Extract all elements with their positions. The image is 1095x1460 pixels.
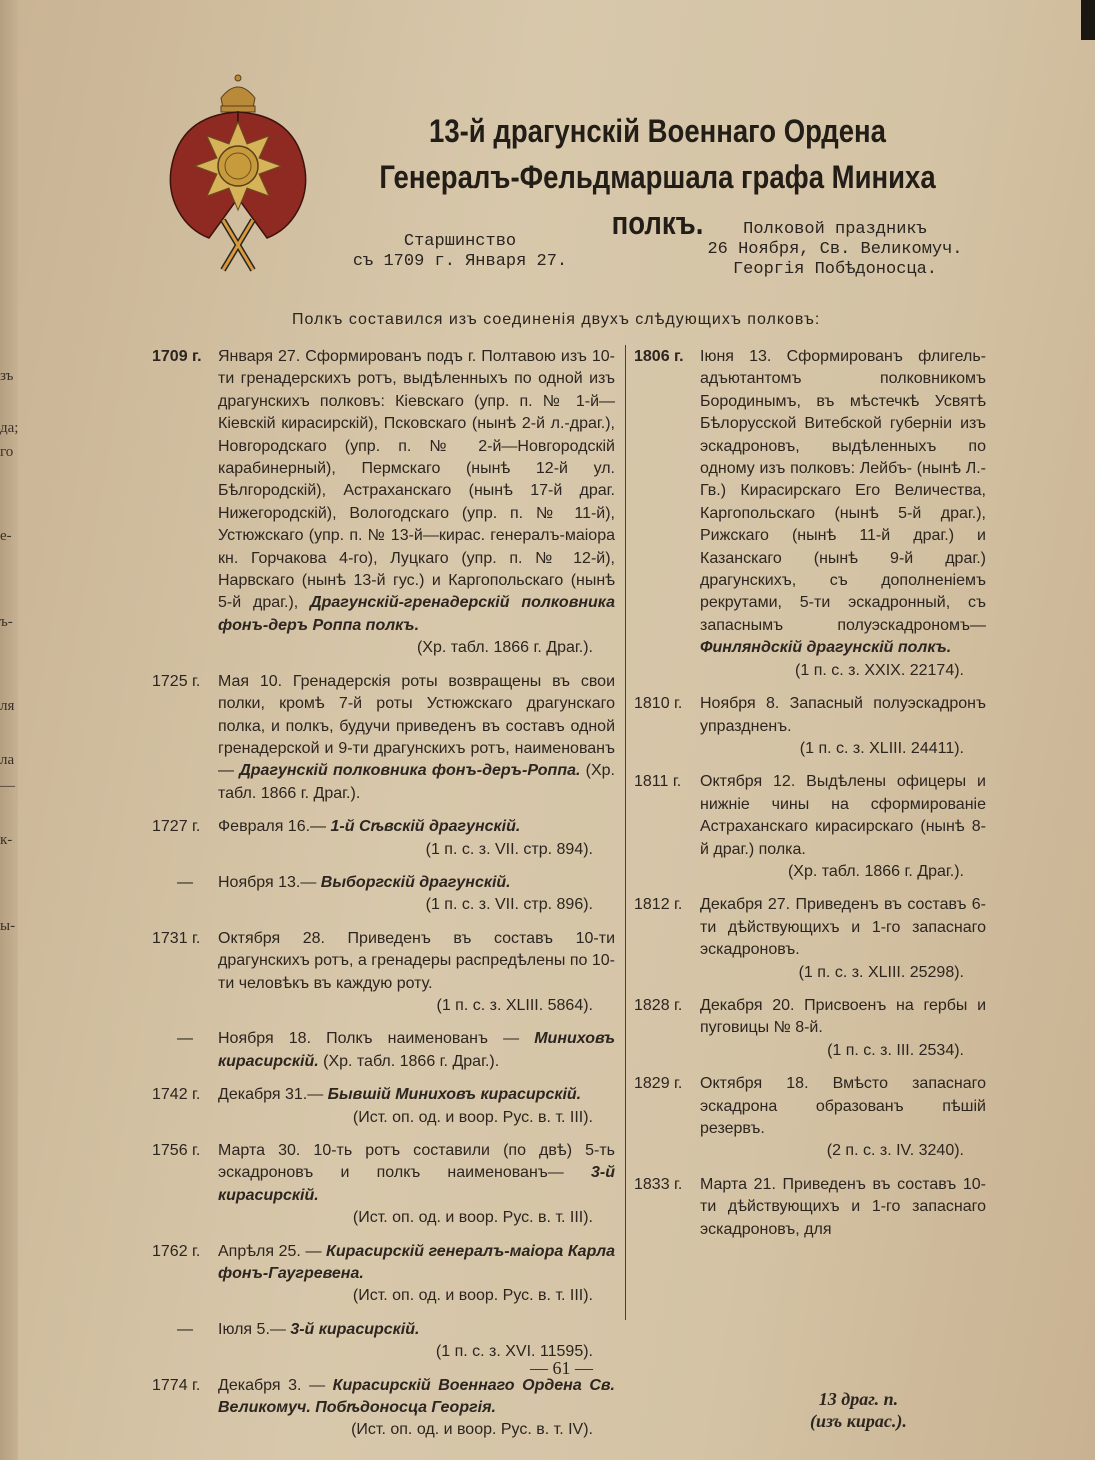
entry-unit-name: 3-й кирасирскій.: [290, 1320, 420, 1338]
entry-text: Октября 18. Вмѣсто запаснаго эскадрона образованъ пѣшій резервъ.: [700, 1075, 986, 1137]
regimental-badge-icon: [163, 70, 313, 275]
background-edge: [1081, 0, 1095, 40]
page-title: 13-й драгунскій Военнаго Ордена Генералъ-Фельдмаршала графа Миниха полкъ.: [379, 113, 936, 241]
prev-fragment: ла: [0, 752, 15, 768]
entry-year: 1709 г.: [152, 348, 202, 365]
entry-year: —: [177, 1320, 193, 1338]
chronicle-entry: [634, 693, 986, 760]
entry-source: (Ист. оп. од. и воор. Рус. в. т. III).: [352, 1108, 593, 1126]
entry-year: —: [177, 873, 193, 891]
entry-text: Октября 28. Приведенъ въ составъ 10-ти драгунскихъ ротъ, а гренадеры распредѣлены по 10-ти человѣкъ въ каждую роту.: [218, 929, 615, 992]
entry-unit-name: Выборгскій драгунскій.: [320, 873, 511, 891]
entry-text: Ноября 8. Запасный полуэскадронъ упраздненъ.: [700, 695, 986, 735]
entry-year: 1742 г.: [152, 1086, 201, 1104]
entry-year: 1774 г.: [152, 1376, 201, 1394]
entry-text: Мая 10. Гренадерскія роты возвращены въ свои полки, кромѣ 7-й роты Устюжскаго драгунскаго полка, и полкъ, будучи приведенъ въ составъ одной гренадерской и 9-ти драгунскихъ ротъ, наименованъ —: [218, 672, 615, 780]
left-column: [152, 346, 615, 1453]
entry-year: 1756 г.: [152, 1142, 201, 1159]
entry-unit-name: Драгунскій полковника фонъ-деръ-Роппа.: [239, 762, 581, 780]
entry-source: (1 п. с. з. XLIII. 25298).: [798, 963, 964, 981]
feast-label: Полковой праздникъ: [743, 220, 927, 239]
entry-year: 1833 г.: [634, 1175, 683, 1193]
entry-year: 1727 г.: [152, 818, 201, 836]
prev-fragment: ы-: [0, 918, 16, 934]
entry-source: (Ист. оп. од. и воор. Рус. в. т. III).: [352, 1287, 593, 1305]
entry-source: (Хр. табл. 1866 г. Драг.).: [416, 639, 593, 657]
entry-text: Марта 21. Приведенъ въ составъ 10-ти дѣйствующихъ и 1-го запаснаго эскадроновъ, для: [700, 1175, 986, 1238]
prev-fragment: ля: [0, 698, 15, 714]
chronicle-entry: [152, 928, 615, 1018]
entry-source: (1 п. с. з. XXIX. 22174).: [795, 661, 964, 679]
entry-text: Декабря 27. Приведенъ въ составъ 6-ти дѣйствующихъ и 1-го запаснаго эскадроновъ.: [700, 896, 986, 959]
entry-unit-name: Финляндскій драгунскій полкъ.: [700, 639, 952, 657]
entry-year: 1762 г.: [152, 1242, 201, 1260]
entry-unit-name: Кирасирскій генералъ-маіора Карла фонъ-Гаугревена.: [218, 1242, 615, 1283]
prev-fragment: го: [0, 444, 14, 460]
previous-page-edge: [0, 0, 19, 1460]
prev-fragment: —: [0, 778, 15, 794]
column-divider: [625, 345, 626, 1320]
chronicle-entry: [152, 1319, 615, 1364]
chronicle-entry: [152, 346, 615, 660]
chronicle-entry: [152, 1028, 615, 1073]
prev-fragment: зъ: [0, 368, 14, 384]
entry-year: 1725 г.: [152, 672, 201, 690]
chronicle-entry: [152, 671, 615, 805]
chronicle-entry: [152, 1084, 615, 1129]
entry-source: (Ист. оп. од. и воор. Рус. в. т. IV).: [351, 1421, 593, 1439]
entry-source: (1 п. с. з. III. 2534).: [827, 1041, 964, 1059]
entry-source: (1 п. с. з. VII. стр. 894).: [425, 840, 593, 858]
seniority-date: съ 1709 г. Января 27.: [352, 252, 568, 271]
chronicle-entry: [634, 1073, 986, 1163]
chronicle-entry: [634, 995, 986, 1062]
chronicle-entry: [634, 346, 986, 682]
chronicle-entry: [152, 816, 615, 861]
entry-text: Апрѣля 25. —: [218, 1242, 327, 1260]
entry-text: Іюня 13. Сформированъ флигель-адъютантомъ полковникомъ Бородинымъ, въ мѣстечкѣ Усвятѣ Бѣлорусской Витебской губерніи изъ эскадроновъ, выдѣленныхъ по одному изъ полковъ: Лейбъ- (нынѣ Л.-Гв.) Кирасирскаго Его Величества, Каргопольскаго (нынѣ 5-й драг.), Рижскаго (нынѣ 11-й драг.) и Казанскаго (нынѣ 9-й драг.) драгунскихъ, съ дополненіемъ рекрутами, 5-ти эскадронный, съ запаснымъ полуэскадрономъ—: [700, 348, 986, 634]
chronicle-entry: [152, 872, 615, 917]
chronicle-entry: [152, 1375, 615, 1442]
intro-line: Полкъ составился изъ соединенія двухъ слѣдующихъ полковъ:: [292, 311, 821, 328]
chronicle-entry: [152, 1140, 615, 1230]
entry-year: —: [177, 1030, 193, 1048]
entry-source: (1 п. с. з. XLIII. 24411).: [799, 739, 964, 757]
entry-source: (1 п. с. з. XVI. 11595).: [435, 1343, 593, 1361]
chronicle-entry: [634, 771, 986, 883]
entry-text: Марта 30. 10-ть ротъ составили (по двѣ) 5-ть эскадроновъ и полкъ наименованъ—: [218, 1142, 615, 1182]
entry-source: (1 п. с. з. VII. стр. 896).: [425, 896, 593, 914]
seniority-label: Старшинство: [403, 232, 517, 251]
right-column: [634, 346, 986, 1252]
entry-text: Ноября 18. Полкъ наименованъ —: [218, 1030, 535, 1048]
entry-source: (Хр. табл. 1866 г. Драг.).: [218, 762, 615, 802]
prev-fragment: ъ-: [0, 614, 13, 630]
entry-year: 1806 г.: [634, 348, 684, 365]
entry-text: Ноября 13.—: [218, 873, 321, 891]
chronicle-entry: [634, 1174, 986, 1241]
chronicle-entry: [634, 894, 986, 984]
prev-fragment: к-: [0, 832, 13, 848]
entry-year: 1811 г.: [634, 773, 682, 791]
entry-unit-name: 3-й кирасирскій.: [218, 1164, 615, 1204]
feast-date: 26 Ноября, Св. Великомуч.: [707, 240, 963, 259]
entry-year: 1812 г.: [634, 896, 683, 914]
entry-source: (Ист. оп. од. и воор. Рус. в. т. III).: [352, 1209, 593, 1227]
entry-text: Іюля 5.—: [218, 1320, 291, 1338]
entry-source: (2 п. с. з. IV. 3240).: [826, 1142, 964, 1160]
footer-origin: (изъ кирас.).: [810, 1411, 907, 1431]
entry-source: (Хр. табл. 1866 г. Драг.).: [318, 1052, 500, 1070]
entry-text: Января 27. Сформированъ подъ г. Полтавою изъ 10-ти гренадерскихъ ротъ, выдѣленныхъ по одной изъ драгунскихъ полковъ: Кіевскаго (упр. п. № 1-й—Кіевскій кирасирскій), Псковскаго (нынѣ 2-й л.-драг.), Новгородскаго (упр. п. № 2-й—Новгородскій карабинерный), Пермскаго (нынѣ 12-й ул. Бѣлгородскій), Астраханскаго (нынѣ 17-й драг. Нижегородскій), Вологодскаго (упр. п. № 11-й), Устюжскаго (упр. п. № 13-й—кирас. генералъ-маіора кн. Горчакова 4-го), Луцкаго (упр. п. № 12-й), Нарвскаго (нынѣ 13-й гус.) и Каргопольскаго (нынѣ 5-й драг.),: [218, 348, 615, 612]
footer-note: [810, 1388, 907, 1432]
entry-unit-name: Миниховъ кирасирскій.: [218, 1030, 615, 1070]
entry-year: 1829 г.: [634, 1075, 683, 1093]
entry-text: Декабря 31.—: [218, 1086, 328, 1104]
entry-text: Октября 12. Выдѣлены офицеры и нижніе чины на сформированіе Астраханскаго кирасирскаго (нынѣ 8-й драг.) полка.: [700, 773, 986, 858]
entry-text: Февраля 16.—: [218, 818, 331, 836]
entry-year: 1828 г.: [634, 996, 683, 1014]
regimental-feast-block: [700, 220, 970, 280]
entry-unit-name: Бывшій Миниховъ кирасирскій.: [327, 1086, 582, 1104]
footer-regiment: 13 драг. п.: [818, 1389, 899, 1409]
prev-fragment: е-: [0, 528, 12, 544]
seniority-block: [350, 232, 570, 272]
entry-unit-name: Кирасирскій Военнаго Ордена Св. Великомуч. Побѣдоносца Георгія.: [218, 1376, 615, 1417]
entry-unit-name: Драгунскій-гренадерскій полковника фонъ-деръ Роппа полкъ.: [218, 594, 615, 634]
entry-unit-name: 1-й Сѣвскій драгунскій.: [330, 818, 521, 836]
chronicle-entry: [152, 1241, 615, 1308]
entry-source: (Хр. табл. 1866 г. Драг.).: [787, 862, 964, 880]
feast-saint: Георгія Побѣдоносца.: [732, 260, 938, 279]
entry-text: Декабря 3. —: [218, 1376, 333, 1394]
entry-year: 1810 г.: [634, 695, 683, 713]
entry-source: (1 п. с. з. XLIII. 5864).: [436, 996, 593, 1014]
page-number: — 61 —: [530, 1358, 593, 1378]
prev-fragment: да;: [0, 420, 19, 436]
entry-year: 1731 г.: [152, 929, 201, 947]
entry-text: Декабря 20. Присвоенъ на гербы и пуговицы № 8-й.: [700, 996, 986, 1037]
